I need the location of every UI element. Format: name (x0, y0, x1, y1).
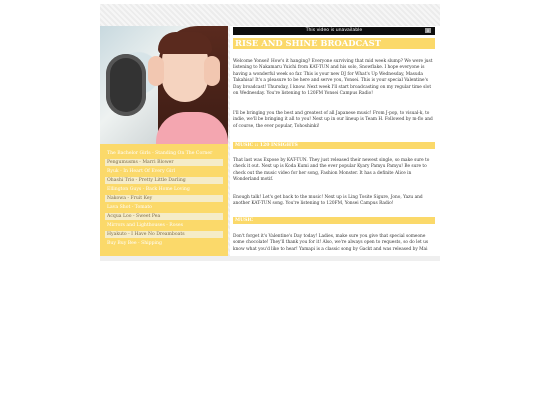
section-header: MUSIC :: 120 INSIGHTS (233, 142, 435, 149)
playlist (100, 147, 228, 256)
post-paragraph: Welcome Yonsei! How's it hanging? Everyone surviving that mid week slump? We were just listening to Nakamaru Yuichi from KAT-TUN and his solo, Snowflake. I hope everyone is having a wonderful week so far. This is your new DJ for What's Up Wednesday, Masuda Takahisa! It's a pleasure to be here and serve you, Yonsei. This is your special Valentine's Day broadcast! Thursday, I know. Next week I'll start broadcasting on my regular time slot on Wednesday. You're listening to 120FM Yonsei Campus Radio! (233, 59, 433, 97)
playlist-item[interactable]: Lava Shot - Tomato (105, 204, 223, 211)
photo-bangs (158, 32, 212, 54)
video-player[interactable] (233, 27, 435, 35)
post-paragraph: I'll be bringing you the best and greatest of all Japanese music! From J-pop, to visual-k, to indie, we'll be bringing it all to you! Next up in our lineup is Team H. Followed by m-flo and of course, the ever popular, Tohoshinki! (233, 111, 433, 129)
playlist-item[interactable]: Ryuk - In Heart Of Every Girl (105, 168, 223, 175)
playlist-item[interactable]: Nakowa - Fruit Key (105, 195, 223, 202)
post-title: RISE AND SHINE BROADCAST (233, 38, 435, 49)
playlist-item[interactable]: Ohashi Trio - Pretty Little Darling (105, 177, 223, 184)
post-paragraph: That last was Expose by KAT-TUN. They just released their newest single, so make sure to check it out. Next up is Koda Kumi and the ever popular Kyary Pamyu Pamyu! Be sure to check out the music video for her song, Fashion Monster. It has a definite Alice in Wonderland motif. (233, 158, 430, 183)
playlist-item[interactable]: The Bachelor Girls - Standing On The Corner (105, 150, 223, 157)
bottom-strip (100, 256, 440, 261)
dj-photo (100, 26, 228, 144)
playlist-item[interactable]: Mirrors and Lighthouses - Roses (105, 222, 223, 229)
post-paragraph: Enough talk! Let's get back to the music! Next up is Ling Tosite Sigure, Jono, Yazu and another KAT-TUN song. You're listening to 120FM, Yonsei Campus Radio! (233, 195, 423, 207)
right-column (230, 26, 440, 256)
playlist-item[interactable]: Pengumusms - Marri Blower (105, 159, 223, 166)
playlist-item[interactable]: Acqua Loo - Sweet Pea (105, 213, 223, 220)
playlist-item[interactable]: Hyakuto - I Have No Dreamboats (105, 231, 223, 238)
close-icon[interactable]: x (426, 28, 430, 33)
playlist-item[interactable]: Buy Buy Bee - Shipping (105, 240, 223, 247)
post-paragraph: Don't forget it's Valentine's Day today! Ladies, make sure you give that special someone some chocolate! They'll thank you for it! Also, we're always open to requests, so do let us know what you'd like to hear! Yamapi is a classic song by Gackt and was released by Mai (233, 234, 429, 252)
microphone-image (106, 54, 146, 116)
photo-hand-left (148, 56, 164, 86)
playlist-item[interactable]: Ellington Guys - Back Home Loving (105, 186, 223, 193)
section-header: MUSIC (233, 217, 435, 224)
photo-hand-right (204, 56, 220, 86)
video-unavailable-message: This video is unavailable (305, 28, 363, 33)
